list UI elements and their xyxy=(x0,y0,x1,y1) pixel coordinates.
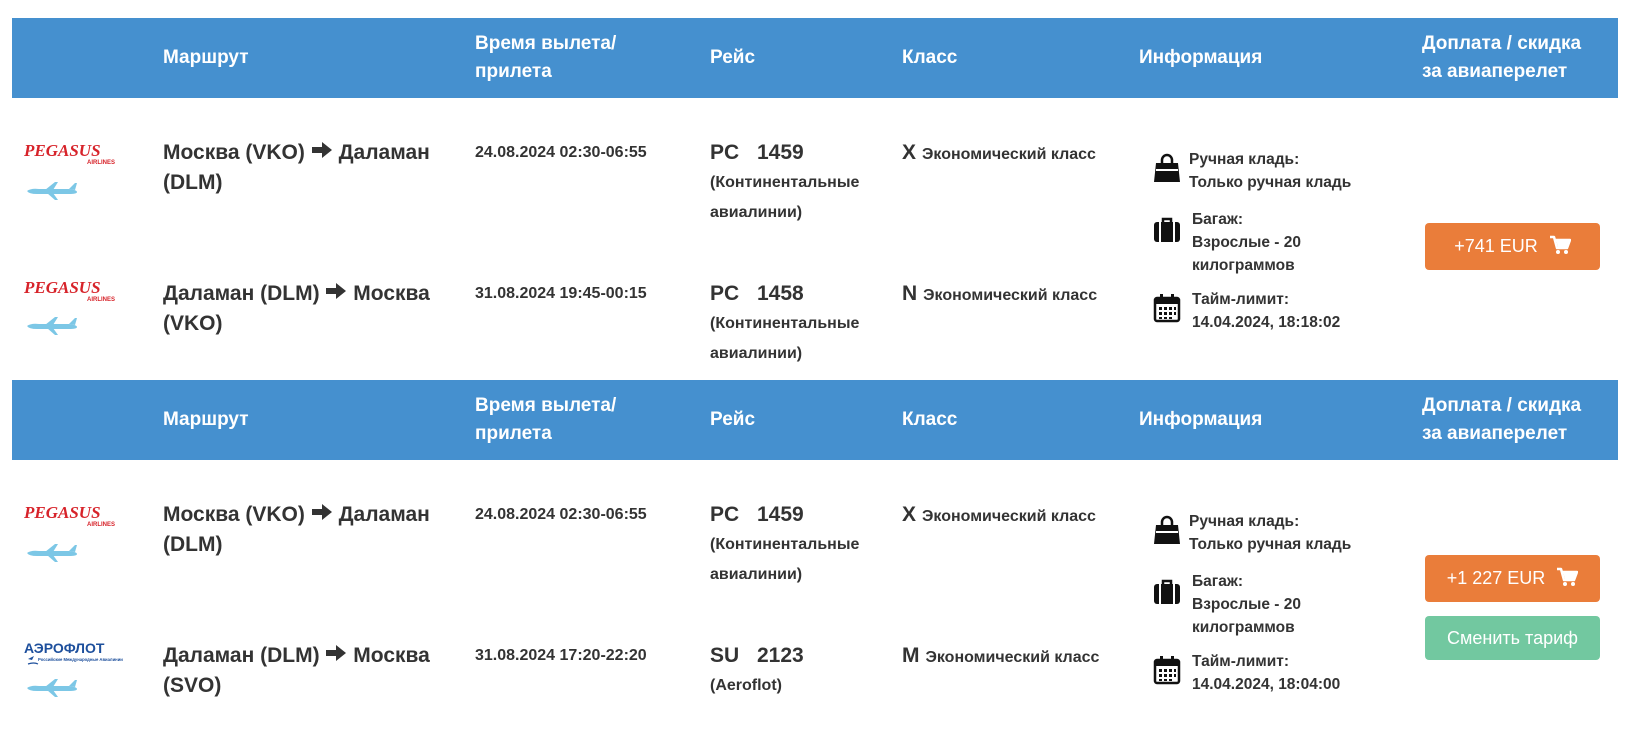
departure-arrival-time: 31.08.2024 17:20-22:20 xyxy=(475,647,647,664)
route-to: Москва (VKO) xyxy=(163,282,430,335)
route-to: Даламан (DLM) xyxy=(163,141,430,194)
departure-arrival-time: 24.08.2024 02:30-06:55 xyxy=(475,144,647,161)
arrow-right-icon xyxy=(325,282,347,300)
suitcase-icon xyxy=(1152,576,1182,608)
flight-number xyxy=(710,279,880,369)
header-flight: Рейс xyxy=(710,409,756,430)
header-time: Время вылета/ прилета xyxy=(475,33,617,82)
calendar-icon xyxy=(1152,292,1182,324)
pegasus-logo xyxy=(24,279,116,303)
fare-class xyxy=(902,138,1096,170)
pegasus-logo-text: PEGASUS xyxy=(24,279,101,297)
route-to: Даламан (DLM) xyxy=(163,503,430,556)
time-limit-text: Тайм-лимит: 14.04.2024, 18:04:00 xyxy=(1192,653,1341,693)
arrow-right-icon xyxy=(311,503,333,521)
route-from: Москва (VKO) xyxy=(163,503,305,526)
class-letter: X xyxy=(902,141,917,164)
class-name: Экономический класс xyxy=(922,508,1096,525)
hand-luggage-text: Ручная кладь: Только ручная кладь xyxy=(1189,513,1352,553)
header-route: Маршрут xyxy=(163,47,249,68)
pegasus-logo xyxy=(24,504,116,528)
handbag-icon xyxy=(1152,152,1182,184)
flight-code: PC xyxy=(710,141,740,164)
class-name: Экономический класс xyxy=(925,649,1100,666)
offer-body xyxy=(12,460,1618,732)
carrier-name: (Континентальные авиалинии) xyxy=(710,315,860,362)
class-name: Экономический класс xyxy=(922,146,1096,163)
flight-num: 2123 xyxy=(757,644,804,667)
header-info: Информация xyxy=(1139,409,1263,430)
header-class: Класс xyxy=(902,409,958,430)
cart-icon xyxy=(1549,235,1571,255)
baggage-text: Багаж: Взрослые - 20 килограммов xyxy=(1192,211,1301,274)
plane-icon xyxy=(25,677,79,699)
aeroflot-logo xyxy=(24,641,134,667)
price-cart-button[interactable] xyxy=(1425,555,1600,602)
hand-luggage-text: Ручная кладь: Только ручная кладь xyxy=(1189,151,1352,191)
flight-number xyxy=(710,641,880,701)
header-time: Время вылета/ прилета xyxy=(475,395,617,444)
flight-number xyxy=(710,138,880,228)
class-name: Экономический класс xyxy=(923,287,1098,304)
handbag-icon xyxy=(1152,514,1182,546)
header-price: Доплата / скидка за авиаперелет xyxy=(1422,33,1582,82)
carrier-name: (Континентальные авиалинии) xyxy=(710,536,860,583)
flight-segment xyxy=(12,239,1142,379)
carrier-name: (Aeroflot) xyxy=(710,677,782,694)
pegasus-logo-text: PEGASUS xyxy=(24,142,101,160)
fare-class xyxy=(902,500,1096,532)
flight-segment xyxy=(12,601,1142,732)
header-class: Класс xyxy=(902,47,958,68)
flight-number xyxy=(710,500,880,590)
route-from: Даламан (DLM) xyxy=(163,644,320,667)
pegasus-logo xyxy=(24,142,116,166)
table-header xyxy=(12,380,1618,460)
suitcase-icon xyxy=(1152,214,1182,246)
pegasus-logo-subtext: AIRLINES xyxy=(86,160,115,166)
header-flight: Рейс xyxy=(710,47,756,68)
flight-code: PC xyxy=(710,503,740,526)
carrier-name: (Континентальные авиалинии) xyxy=(710,174,860,221)
flight-num: 1459 xyxy=(757,503,804,526)
arrow-right-icon xyxy=(325,644,347,662)
baggage-text: Багаж: Взрослые - 20 килограммов xyxy=(1192,573,1301,636)
offer-block xyxy=(12,380,1618,732)
aeroflot-logo-subtext: Российские Международные Авиалинии xyxy=(38,657,123,662)
calendar-icon xyxy=(1152,654,1182,686)
fare-class xyxy=(902,641,1099,673)
fare-class xyxy=(902,279,1097,311)
flight-num: 1459 xyxy=(757,141,804,164)
time-limit-text: Тайм-лимит: 14.04.2024, 18:18:02 xyxy=(1192,291,1341,331)
route-from: Даламан (DLM) xyxy=(163,282,320,305)
plane-icon xyxy=(25,315,79,337)
offer-body xyxy=(12,98,1618,380)
header-price: Доплата / скидка за авиаперелет xyxy=(1422,395,1582,444)
class-letter: X xyxy=(902,503,917,526)
departure-arrival-time: 24.08.2024 02:30-06:55 xyxy=(475,506,647,523)
pegasus-logo-subtext: AIRLINES xyxy=(86,297,115,303)
change-fare-button[interactable]: Сменить тариф xyxy=(1425,616,1600,660)
route-to: Москва (SVO) xyxy=(163,644,430,697)
class-letter: M xyxy=(902,644,920,667)
route-text xyxy=(163,500,453,560)
offer-block xyxy=(12,18,1618,380)
price-label: +1 227 EUR xyxy=(1446,568,1546,588)
route-text xyxy=(163,279,453,339)
cart-icon xyxy=(1556,567,1578,587)
price-label: +741 EUR xyxy=(1454,236,1538,256)
price-cart-button[interactable] xyxy=(1425,223,1600,270)
departure-arrival-time: 31.08.2024 19:45-00:15 xyxy=(475,285,647,302)
route-text xyxy=(163,641,453,701)
route-from: Москва (VKO) xyxy=(163,141,305,164)
route-text xyxy=(163,138,453,198)
flight-num: 1458 xyxy=(757,282,804,305)
arrow-right-icon xyxy=(311,141,333,159)
flight-segment xyxy=(12,98,1142,238)
pegasus-logo-text: PEGASUS xyxy=(24,504,101,522)
flight-code: PC xyxy=(710,282,740,305)
plane-icon xyxy=(25,180,79,202)
pegasus-logo-subtext: AIRLINES xyxy=(86,522,115,528)
header-route: Маршрут xyxy=(163,409,249,430)
class-letter: N xyxy=(902,282,918,305)
flight-segment xyxy=(12,460,1142,600)
table-header xyxy=(12,18,1618,98)
aeroflot-logo-text: АЭРОФЛОТ xyxy=(24,641,105,656)
flight-code: SU xyxy=(710,644,740,667)
header-info: Информация xyxy=(1139,47,1263,68)
plane-icon xyxy=(25,542,79,564)
